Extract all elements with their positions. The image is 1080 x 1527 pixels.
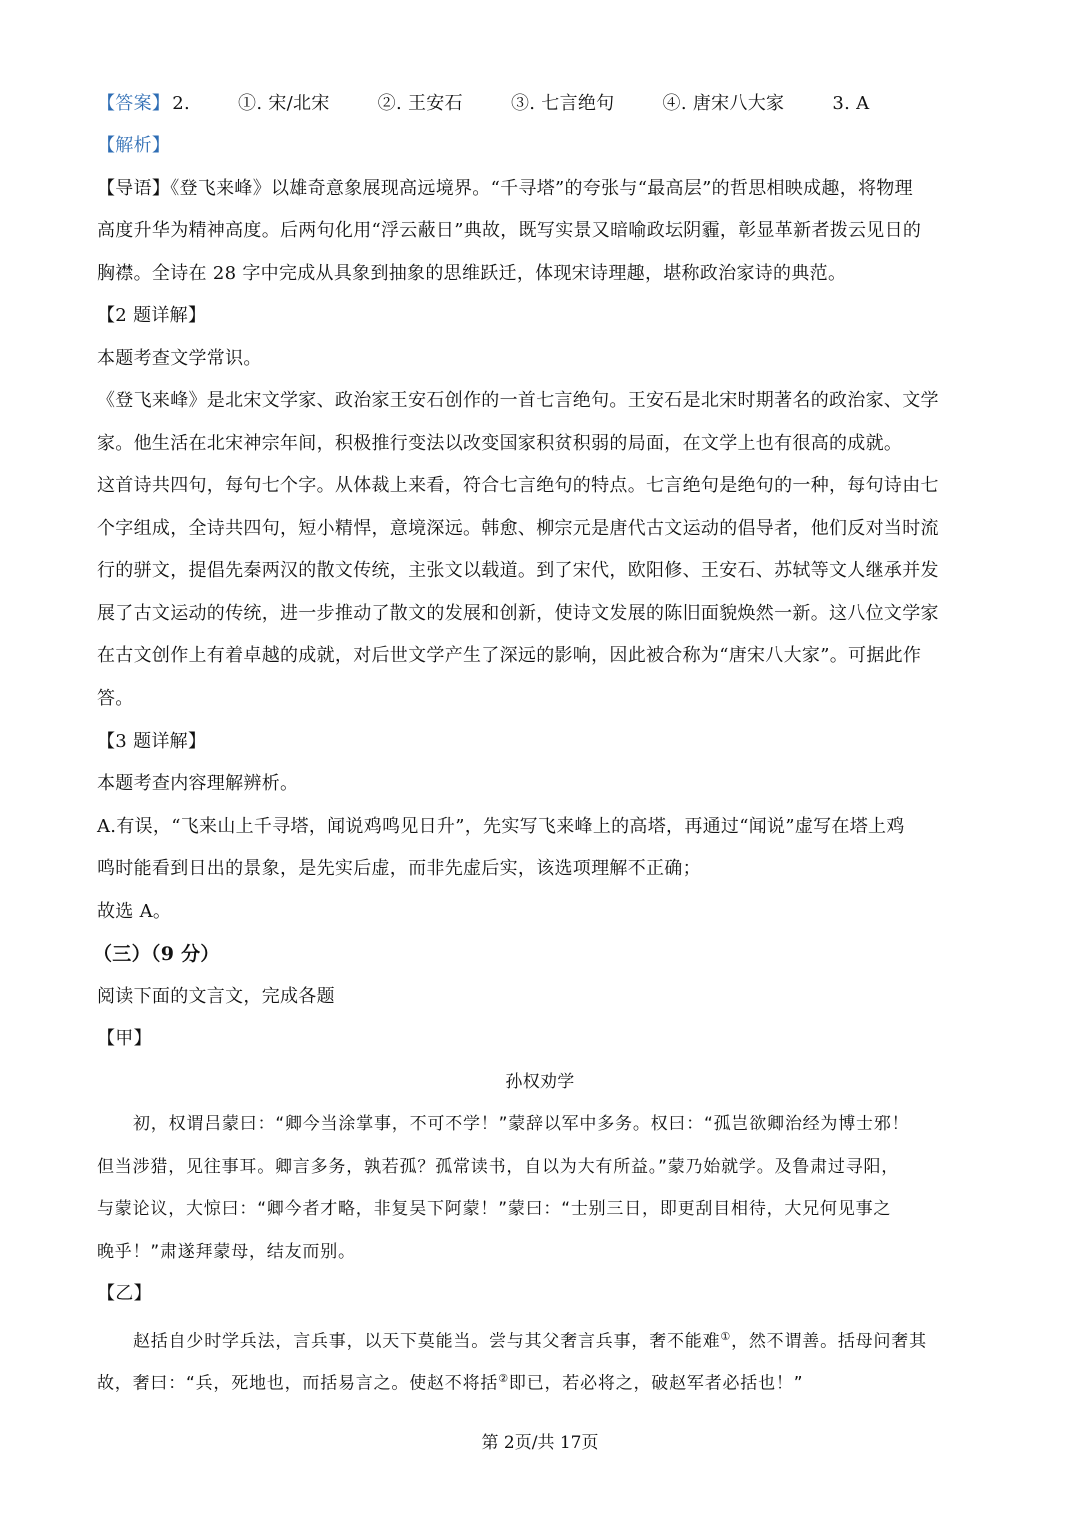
q2-detail-line: 行的骈文，提倡先秦两汉的散文传统，主张文以载道。到了宋代，欧阳修、王安石、苏轼等文人继承并发 [97, 560, 939, 581]
passage-b-text: 故，奢曰：“兵，死地也，而括易言之。使赵不将括 [97, 1373, 499, 1394]
footnote-marker: ② [498, 1372, 509, 1385]
passage-a-title: 孙权劝学 [505, 1072, 575, 1092]
q3-detail-line: 鸣时能看到日出的景象，是先实后虚，而非先虚后实，该选项理解不正确； [97, 858, 701, 879]
q3-detail-line: A.有误，“飞来山上千寻塔，闻说鸡鸣见日升”，先实写飞来峰上的高塔，再通过“闻说”虚写在塔上鸡 [97, 816, 905, 837]
intro-line: 胸襟。全诗在 28 字中完成从具象到抽象的思维跃迁，体现宋诗理趣，堪称政治家诗的典范。 [97, 263, 847, 284]
passage-a-line: 初，权谓吕蒙曰：“卿今当涂掌事，不可不学！”蒙辞以军中多务。权曰：“孤岂欲卿治经为博士邪！ [133, 1114, 910, 1134]
q2-detail-line: 这首诗共四句，每句七个字。从体裁上来看，符合七言绝句的特点。七言绝句是绝句的一种，每句诗由七 [97, 475, 939, 496]
passage-a-tag: 【甲】 [97, 1028, 152, 1049]
answer-q3: 3. A [832, 93, 870, 114]
passage-a-line: 但当涉猎，见往事耳。卿言多务，孰若孤？孤常读书，自以为大有所益。”蒙乃始就学。及鲁肃过寻阳， [97, 1157, 900, 1177]
answer-tag: 【答案】 [97, 93, 171, 114]
answer-blank-1: ①. 宋/北宋 [238, 93, 330, 114]
q3-detail-heading: 【3 题详解】 [97, 731, 207, 752]
analysis-tag: 【解析】 [97, 135, 171, 156]
answer-blank-3: ③. 七言绝句 [510, 93, 615, 114]
answer-row [97, 91, 983, 117]
q2-detail-line: 《登飞来峰》是北宋文学家、政治家王安石创作的一首七言绝句。王安石是北宋时期著名的政治家、文学 [97, 390, 939, 411]
q2-detail-line: 在古文创作上有着卓越的成就，对后世文学产生了深远的影响，因此被合称为“唐宋八大家”。可据此作 [97, 645, 922, 666]
passage-b-tag: 【乙】 [97, 1283, 152, 1304]
passage-b-text: ，然不谓善。括母问奢其 [731, 1331, 927, 1352]
passage-b-text: 即已，若必将之，破赵军者必括也！” [508, 1373, 804, 1394]
q3-detail-line: 本题考查内容理解辨析。 [97, 773, 299, 794]
answer-blank-2: ②. 王安石 [377, 93, 463, 114]
q2-detail-line: 家。他生活在北宋神宗年间，积极推行变法以改变国家积贫积弱的局面，在文学上也有很高的成就。 [97, 433, 903, 454]
passage-a-line: 晚乎！”肃遂拜蒙母，结友而别。 [97, 1242, 356, 1262]
answer-blank-4: ④. 唐宋八大家 [662, 93, 785, 114]
q2-detail-line: 答。 [97, 688, 134, 709]
section-instruction: 阅读下面的文言文，完成各题 [97, 986, 335, 1007]
q2-detail-line: 本题考查文学常识。 [97, 348, 262, 369]
section-heading: （三）（9 分） [93, 943, 220, 965]
q3-detail-line: 故选 A。 [97, 901, 172, 922]
answer-q2-number: 2. [172, 93, 190, 114]
passage-b-line [97, 1324, 983, 1355]
passage-b-line [97, 1366, 983, 1397]
page-footer: 第 2页/共 17页 [481, 1433, 599, 1453]
intro-line: 【导语】《登飞来峰》以雄奇意象展现高远境界。“千寻塔”的夸张与“最高层”的哲思相映成趣，将物理 [97, 178, 913, 199]
q2-detail-line: 个字组成，全诗共四句，短小精悍，意境深远。韩愈、柳宗元是唐代古文运动的倡导者，他们反对当时流 [97, 518, 939, 539]
q2-detail-heading: 【2 题详解】 [97, 305, 207, 326]
passage-b-text: 赵括自少时学兵法，言兵事，以天下莫能当。尝与其父奢言兵事，奢不能难 [133, 1331, 721, 1352]
intro-line: 高度升华为精神高度。后两句化用“浮云蔽日”典故，既写实景又暗喻政坛阴霾，彰显革新者拨云见日的 [97, 220, 922, 241]
q2-detail-line: 展了古文运动的传统，进一步推动了散文的发展和创新，使诗文发展的陈旧面貌焕然一新。这八位文学家 [97, 603, 939, 624]
footnote-marker: ① [720, 1330, 732, 1343]
passage-a-line: 与蒙论议，大惊曰：“卿今者才略，非复吴下阿蒙！”蒙曰：“士别三日，即更刮目相待，大兄何见事之 [97, 1199, 892, 1219]
